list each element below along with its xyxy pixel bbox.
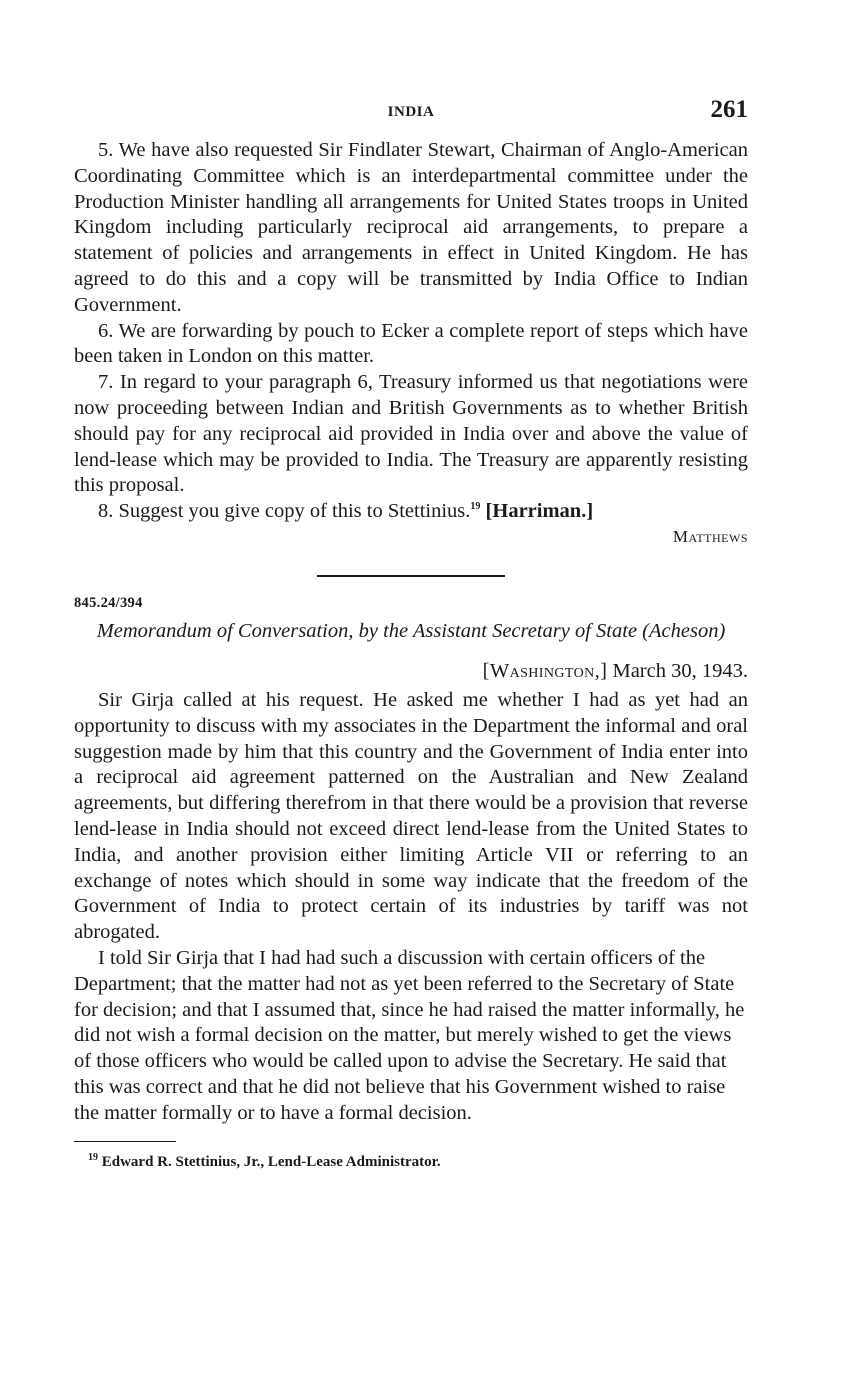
paragraph-6: 6. We are forwarding by pouch to Ecker a complete report of steps which have been taken in London on this matter. bbox=[74, 319, 748, 368]
paragraph-8-text: 8. Suggest you give copy of this to Stettinius. bbox=[98, 500, 471, 523]
file-number: 845.24/394 bbox=[74, 594, 143, 611]
page-number: 261 bbox=[710, 96, 748, 123]
memorandum bbox=[74, 595, 748, 1127]
paragraph-8-bracket: [Harriman.] bbox=[480, 500, 594, 523]
running-title: INDIA bbox=[387, 104, 435, 120]
memo-paragraph-2: I told Sir Girja that I had had such a discussion with certain officers of the Department; that the matter had not as yet been referred to the Secretary of State for decision; and that I assumed that, since he had raised the matter informally, he did not wish a formal decision on the matter, but merely wished to get the views of those officers who would be called upon to advise the Secretary. He said that this was correct and that he did not believe that his Government wished to raise the matter formally or to have a formal decision. bbox=[74, 946, 745, 1124]
paragraph-7: 7. In regard to your paragraph 6, Treasury informed us that negotiations were now proceeding between Indian and British Governments as to whether British should pay for any reciprocal aid provided in India over and above the value of lend-lease which may be provided to India. The Treasury are apparently resisting this proposal. bbox=[74, 371, 748, 497]
footnote-marker: 19 bbox=[88, 1152, 98, 1163]
document-page bbox=[74, 96, 748, 1172]
section-divider bbox=[317, 575, 505, 577]
dateline-date: March 30, 1943. bbox=[612, 659, 748, 682]
running-header bbox=[74, 96, 748, 130]
paragraph-8 bbox=[74, 499, 748, 525]
continued-document bbox=[74, 138, 748, 549]
footnote bbox=[74, 1152, 748, 1172]
footnote-reference: 19 bbox=[470, 501, 481, 513]
dateline bbox=[74, 658, 748, 684]
memorandum-title: Memorandum of Conversation, by the Assistant Secretary of State (Acheson) bbox=[96, 619, 726, 642]
dateline-place: [Washington,] bbox=[482, 659, 608, 682]
signature: Matthews bbox=[672, 526, 748, 546]
footnote-text: Edward R. Stettinius, Jr., Lend-Lease Administrator. bbox=[101, 1154, 441, 1170]
paragraph-5: 5. We have also requested Sir Findlater Stewart, Chairman of Anglo-American Coordinating Committee which is an interdepartmental committee under the Production Minister handling all arrangements for United States troops in United Kingdom including particularly reciprocal aid arrangements, to prepare a statement of policies and arrangements in effect in United Kingdom. He has agreed to do this and a copy will be transmitted by India Office to Indian Government. bbox=[74, 139, 748, 316]
memo-paragraph-1: Sir Girja called at his request. He asked me whether I had as yet had an opportunity to discuss with my associates in the Department the informal and oral suggestion made by him that this country and the Government of India enter into a reciprocal aid agreement patterned on the Australian and New Zealand agreements, but differing therefrom in that there would be a provision that reverse lend-lease in India should not exceed direct lend-lease from the United States to India, and another provision either limiting Article VII or referring to an exchange of notes which should in some way indicate that the freedom of the Government of India to protect certain of its industries by tariff was not abrogated. bbox=[74, 688, 748, 944]
footnote-rule bbox=[74, 1141, 176, 1143]
